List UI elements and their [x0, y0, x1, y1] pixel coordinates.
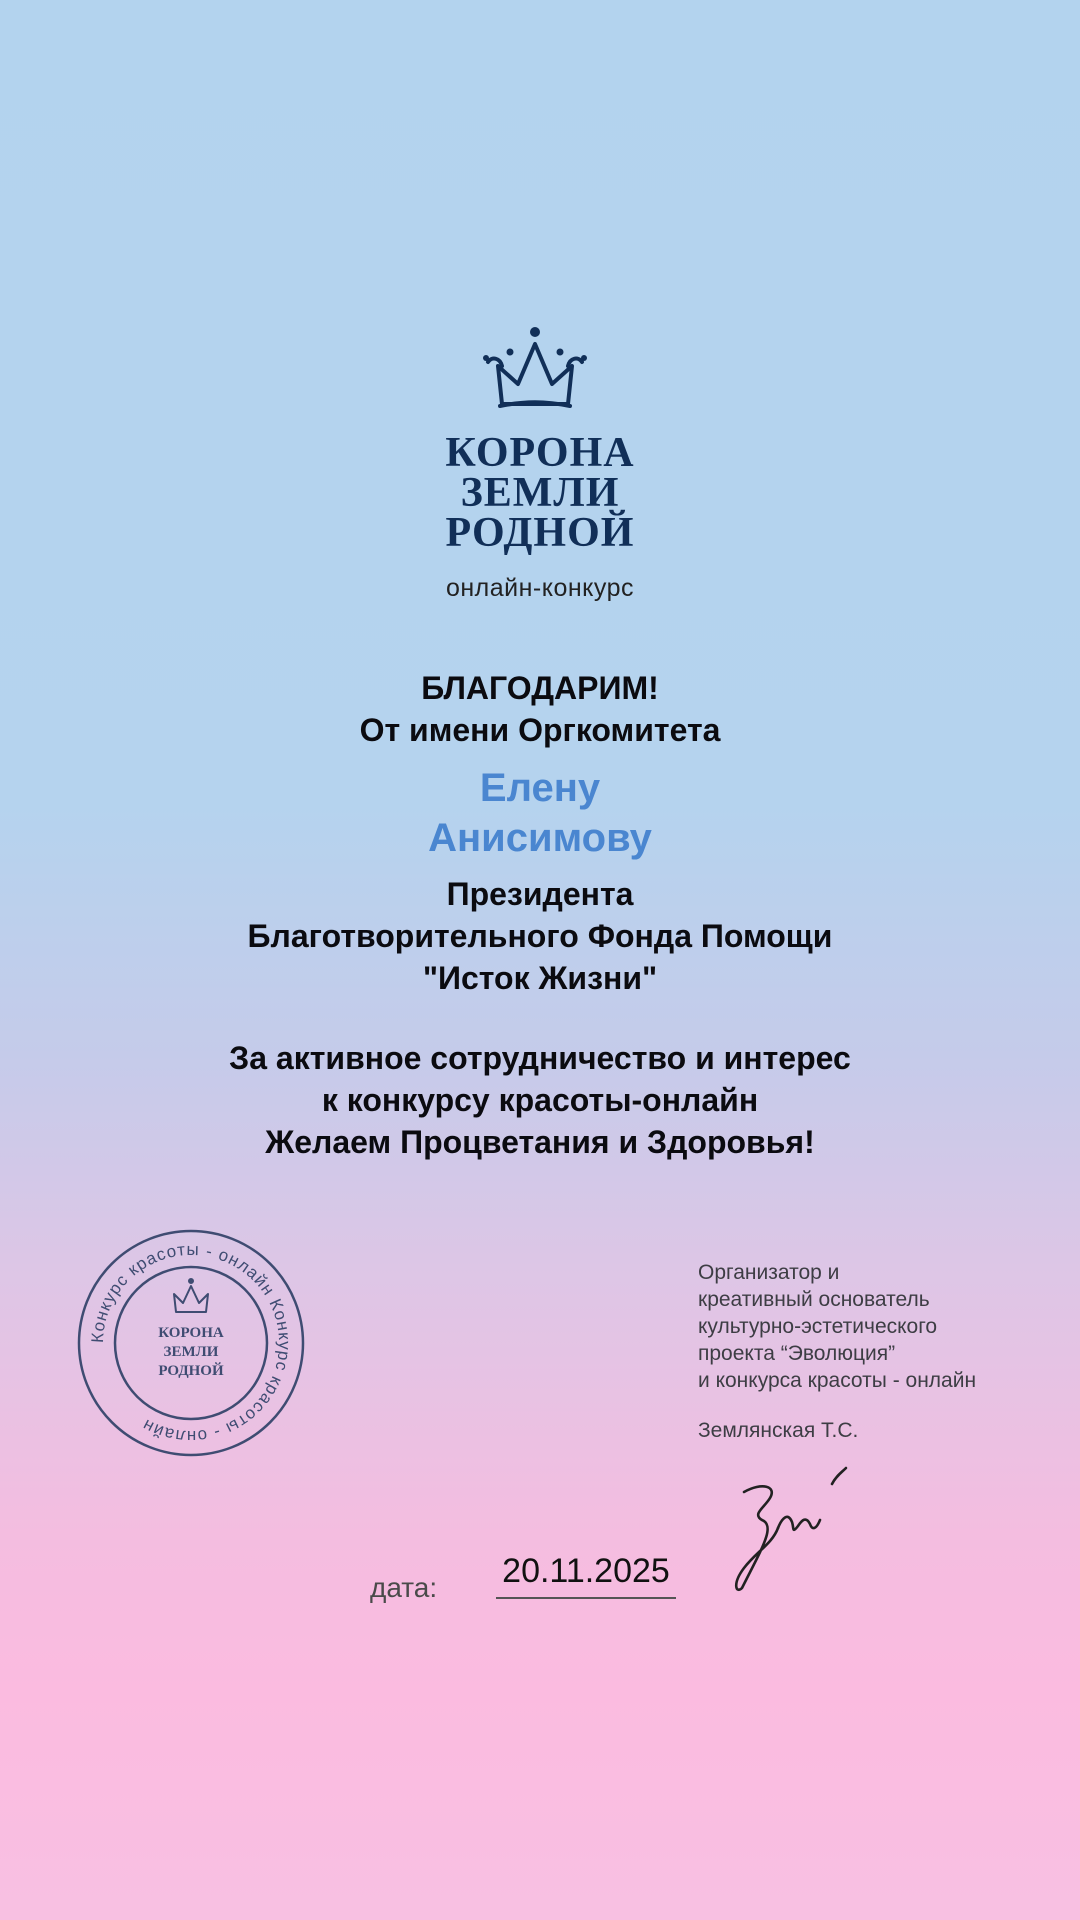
organizer-line-4: проекта “Эволюция” — [698, 1342, 896, 1365]
brand-subtitle: онлайн-конкурс — [445, 574, 635, 602]
organizer-line-1: Организатор и — [698, 1261, 840, 1284]
organizer-line-2: креативный основатель — [698, 1288, 930, 1311]
recipient-first-name: Елену — [479, 766, 601, 810]
date-value: 20.11.2025 — [496, 1552, 676, 1599]
brand-title-line3: РОДНОЙ — [445, 510, 635, 556]
recipient-position: Президента — [446, 876, 634, 912]
seal-crown-icon — [174, 1279, 208, 1312]
recipient-organization: Благотворительного Фонда Помощи — [247, 918, 833, 954]
date-label: дата: — [370, 1572, 438, 1603]
brand-title-line2: ЗЕМЛИ — [460, 470, 620, 516]
seal-inner-line1: КОРОНА — [158, 1325, 224, 1341]
thanks-heading: БЛАГОДАРИМ! — [421, 670, 659, 706]
seal-inner-line3: РОДНОЙ — [158, 1363, 224, 1379]
signature-mark — [722, 1464, 862, 1594]
reason-line-1: За активное сотрудничество и интерес — [229, 1040, 851, 1076]
wish-text: Желаем Процветания и Здоровья! — [265, 1124, 815, 1160]
organizer-line-3: культурно-эстетического — [698, 1315, 938, 1338]
seal-inner-line2: ЗЕМЛИ — [163, 1344, 219, 1360]
seal-ring-text: Конкурс красоты - онлайн Конкурс красоты - онлайн — [87, 1239, 295, 1447]
brand-title-line1: КОРОНА — [445, 430, 635, 476]
recipient-last-name: Анисимову — [428, 816, 652, 860]
recipient-organization-name: "Исток Жизни" — [422, 960, 658, 996]
organizer-line-5: и конкурса красоты - онлайн — [698, 1369, 977, 1392]
contest-seal-stamp — [76, 1228, 306, 1458]
from-committee-text: От имени Оргкомитета — [359, 712, 721, 748]
organizer-name: Землянская Т.С. — [698, 1419, 859, 1442]
reason-line-2: к конкурсу красоты-онлайн — [321, 1082, 759, 1118]
crown-icon — [480, 322, 590, 412]
